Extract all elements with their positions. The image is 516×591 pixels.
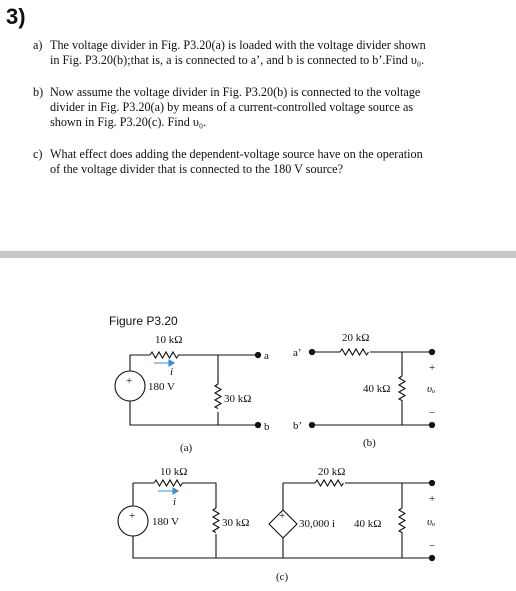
question-label: c) [33,147,43,161]
label-node-a: a [264,350,269,362]
label-r20k: 20 kΩ [342,332,370,344]
label-minus: − [429,407,436,419]
label-current: i [173,496,177,508]
terminal-b [255,422,260,427]
resistor-10k-icon [150,352,179,358]
label-r30k: 30 kΩ [224,393,252,405]
dep-plus: + [279,510,286,522]
question-line: What effect does adding the dependent-voltage source have on the operation [50,147,423,161]
label-r10k: 10 kΩ [160,466,188,478]
problem-number: 3) [6,4,26,29]
label-dep-source: 30,000 i [299,518,336,530]
question-line: divider in Fig. P3.20(a) by means of a current-controlled voltage source as [50,100,414,114]
resistor-40k-icon [399,376,405,401]
label-plus: + [429,362,436,374]
label-source: 180 V [152,516,179,528]
question-line: shown in Fig. P3.20(c). Find υ₀. [50,115,207,129]
resistor-10k-icon [154,480,183,486]
label-vo: υₒ [427,383,436,395]
label-plus: + [429,493,436,505]
figure-caption: Figure P3.20 [109,314,178,328]
question-label: b) [33,85,44,99]
label-fig-a: (a) [180,442,193,454]
resistor-30k-icon [215,384,221,409]
resistor-30k-icon [213,508,219,533]
resistor-20k-icon [340,349,369,355]
terminal-b-prime [309,422,314,427]
label-source: 180 V [148,381,175,393]
question-line: Now assume the voltage divider in Fig. P3.20(b) is connected to the voltage [50,85,421,99]
label-current: i [170,366,174,378]
label-r30k: 30 kΩ [222,517,250,529]
resistor-20k-icon [315,480,344,486]
resistor-40k-icon [399,508,405,533]
label-r20k: 20 kΩ [318,466,346,478]
question-line: The voltage divider in Fig. P3.20(a) is loaded with the voltage divider shown [50,38,426,52]
label-r10k: 10 kΩ [155,334,183,346]
circuit-a [115,352,261,428]
label-node-b-prime: b’ [293,420,303,432]
terminal-a-prime [309,349,314,354]
label-r40k: 40 kΩ [354,518,382,530]
question-label: a) [33,38,43,52]
plus-sign: + [126,375,133,387]
question-line: in Fig. P3.20(b);that is, a is connected to a’, and b is connected to b’.Find υ₀. [50,53,425,67]
label-fig-b: (b) [363,437,376,449]
label-node-b: b [264,421,270,433]
label-node-a-prime: a’ [293,347,302,359]
plus-sign: + [129,510,136,522]
question-line: of the voltage divider that is connected to the 180 V source? [50,162,343,176]
label-minus: − [429,540,436,552]
label-r40k: 40 kΩ [363,383,391,395]
label-vo: υₒ [427,516,436,528]
label-fig-c: (c) [276,571,289,583]
terminal-a [255,352,260,357]
